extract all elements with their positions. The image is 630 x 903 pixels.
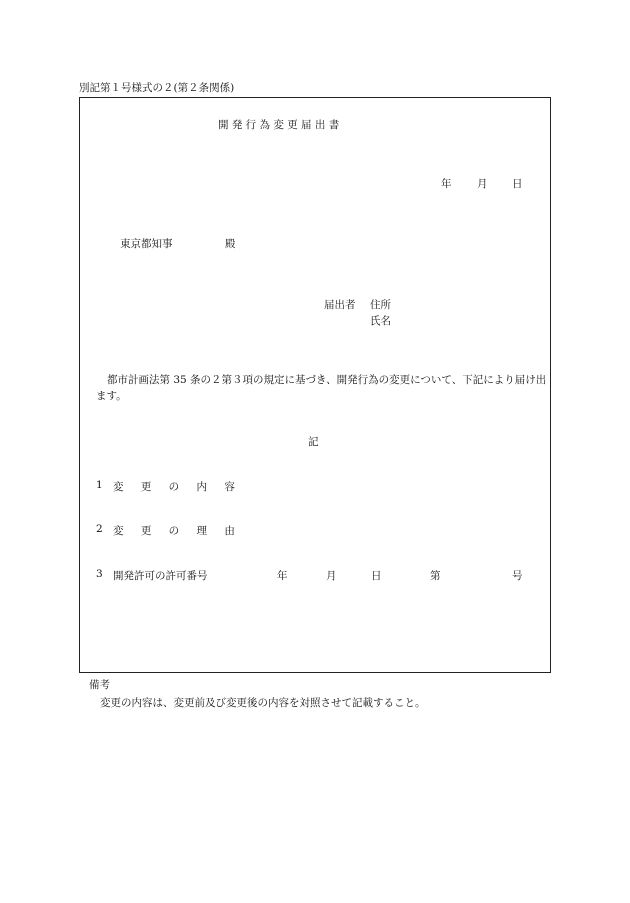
ki-heading: 記 [308,436,319,448]
item-3-number: 3 [96,568,103,580]
notes-text: 変更の内容は、変更前及び変更後の内容を対照させて記載すること。 [100,697,426,709]
addressee-name: 東京都知事 [120,238,173,250]
permit-dai-label: 第 [430,570,441,582]
date-year-label: 年 [441,178,452,190]
notes-heading: 備考 [89,679,110,691]
addressee-honorific: 殿 [225,238,236,250]
item-2-number: 2 [96,523,103,535]
permit-year-label: 年 [277,570,288,582]
date-day-label: 日 [512,178,523,190]
permit-gou-label: 号 [512,570,523,582]
item-3-label: 開発許可の許可番号 [113,570,208,582]
applicant-address-label: 住所 [370,299,391,311]
applicant-label: 届出者 [324,299,356,311]
item-1-label: 変 更 の 内 容 [113,481,242,493]
date-month-label: 月 [477,178,488,190]
body-text: 都市計画法第 35 条の２第３項の規定に基づき、開発行為の変更について、下記により届け出ます。 [96,374,547,402]
permit-day-label: 日 [371,570,382,582]
item-1-number: 1 [96,479,103,491]
item-2-label: 変 更 の 理 由 [113,525,242,537]
permit-month-label: 月 [326,570,337,582]
document-title: 開 発 行 為 変 更 届 出 書 [218,119,340,131]
applicant-name-label: 氏名 [370,315,391,327]
form-label: 別記第１号様式の２(第２条関係) [79,82,235,94]
